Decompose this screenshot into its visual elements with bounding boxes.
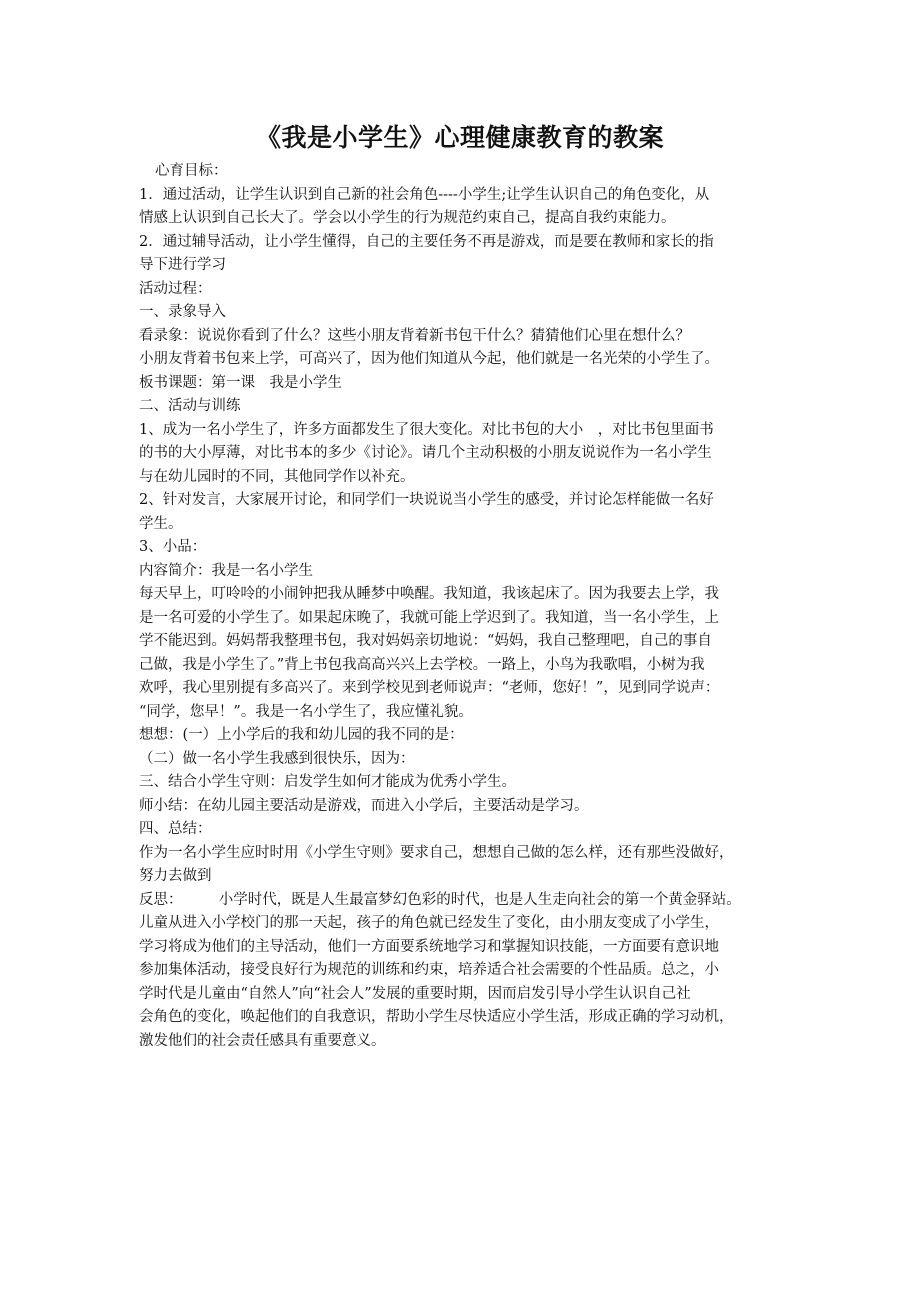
text-line: 努力去做到 (139, 868, 212, 884)
text-line: 学生。 (139, 515, 183, 532)
text-line: 小朋友背着书包来上学，可高兴了，因为他们知道从今起，他们就是一名光荣的小学生了。 (139, 351, 719, 367)
text-line: 看录象：说说你看到了什么？这些小朋友背着新书包干什么？猜猜他们心里在想什么？ (139, 327, 690, 344)
text-line: 激发他们的社会责任感具有重要意义。 (139, 1032, 386, 1049)
text-line: 学不能迟到。妈妈帮我整理书包，我对妈妈亲切地说：“妈妈，我自己整理吧，自己的事自 (139, 633, 712, 649)
text-line: 会角色的变化，唤起他们的自我意识，帮助小学生尽快适应小学生活，形成正确的学习动机， (139, 1009, 734, 1025)
document-title: 《我是小学生》心理健康教育的教案 (255, 123, 664, 152)
text-line: 导下进行学习 (139, 257, 226, 273)
text-line: 情感上认识到自己长大了。学会以小学生的行为规范约束自己，提高自我约束能力。 (139, 210, 676, 226)
text-line: （二）做一名小学生我感到很快乐，因为： (139, 750, 415, 767)
text-line: 师小结：在幼儿园主要活动是游戏，而进入小学后，主要活动是学习。 (139, 797, 589, 814)
text-line: 四、总结： (139, 821, 212, 837)
text-line: 是一名可爱的小学生了。如果起床晚了，我就可能上学迟到了。我知道，当一名小学生，上 (139, 609, 719, 626)
document-body (139, 160, 787, 1053)
text-line: 欢呼，我心里别提有多高兴了。来到学校见到老师说声：“老师，您好！”，见到同学说声： (139, 680, 720, 696)
text-line: 二、活动与训练 (139, 398, 241, 414)
text-line: 学习将成为他们的主导活动，他们一方面要系统地学习和掌握知识技能，一方面要有意识地 (139, 938, 719, 955)
text-line: 与在幼儿园时的不同，其他同学作以补充。 (139, 468, 415, 485)
text-line: 2、针对发言，大家展开讨论，和同学们一块说说当小学生的感受，并讨论怎样能做一名好 (139, 492, 714, 508)
text-line: 心育目标： (155, 163, 228, 179)
text-line: 的书的大小厚薄，对比书本的多少《讨论》。请几个主动积极的小朋友说说作为一名小学生 (139, 445, 712, 461)
text-line: 2．通过辅导活动，让小学生懂得，自己的主要任务不再是游戏，而是要在教师和家长的指 (139, 233, 714, 250)
text-line: “同学，您早！”。我是一名小学生了，我应懂礼貌。 (139, 703, 473, 720)
text-line: 想想：(一）上小学后的我和幼儿园的我不同的是： (139, 727, 464, 743)
text-line: 3、小品： (139, 539, 207, 555)
text-line: 1．通过活动，让学生认识到自己新的社会角色----小学生;让学生认识自己的角色变化，从 (139, 186, 710, 203)
text-line: 活动过程： (139, 280, 212, 297)
text-line: 每天早上，叮呤呤的小闹钟把我从睡梦中唤醒。我知道，我该起床了。因为我要去上学，我 (139, 586, 719, 602)
text-line: 参加集体活动，接受良好行为规范的训练和约束，培养适合社会需要的个性品质。总之，小 (139, 962, 719, 978)
text-line: 作为一名小学生应时时用《小学生守则》要求自己，想想自己做的怎么样，还有那些没做好， (139, 844, 734, 861)
text-line: 板书课题：第一课 我是小学生 (139, 374, 342, 391)
text-line: 己做，我是小学生了。”背上书包我高高兴兴上去学校。一路上，小鸟为我歌唱，小树为我 (139, 656, 705, 673)
text-line: 三、结合小学生守则：启发学生如何才能成为优秀小学生。 (139, 774, 516, 790)
text-line: 内容简介：我是一名小学生 (139, 562, 313, 579)
text-line: 学时代是儿童由“自然人”向“社会人”发展的重要时期，因而启发引导小学生认识自己社 (139, 985, 691, 1002)
text-line: 儿童从进入小学校门的那一天起，孩子的角色就已经发生了变化，由小朋友变成了小学生， (139, 915, 719, 931)
text-line: 1、成为一名小学生了，许多方面都发生了很大变化。对比书包的大小 ，对比书包里面书 (139, 421, 714, 438)
text-line: 一、录象导入 (139, 304, 226, 320)
text-line: 反思： 小学时代，既是人生最富梦幻色彩的时代，也是人生走向社会的第一个黄金驿站。 (139, 891, 741, 908)
